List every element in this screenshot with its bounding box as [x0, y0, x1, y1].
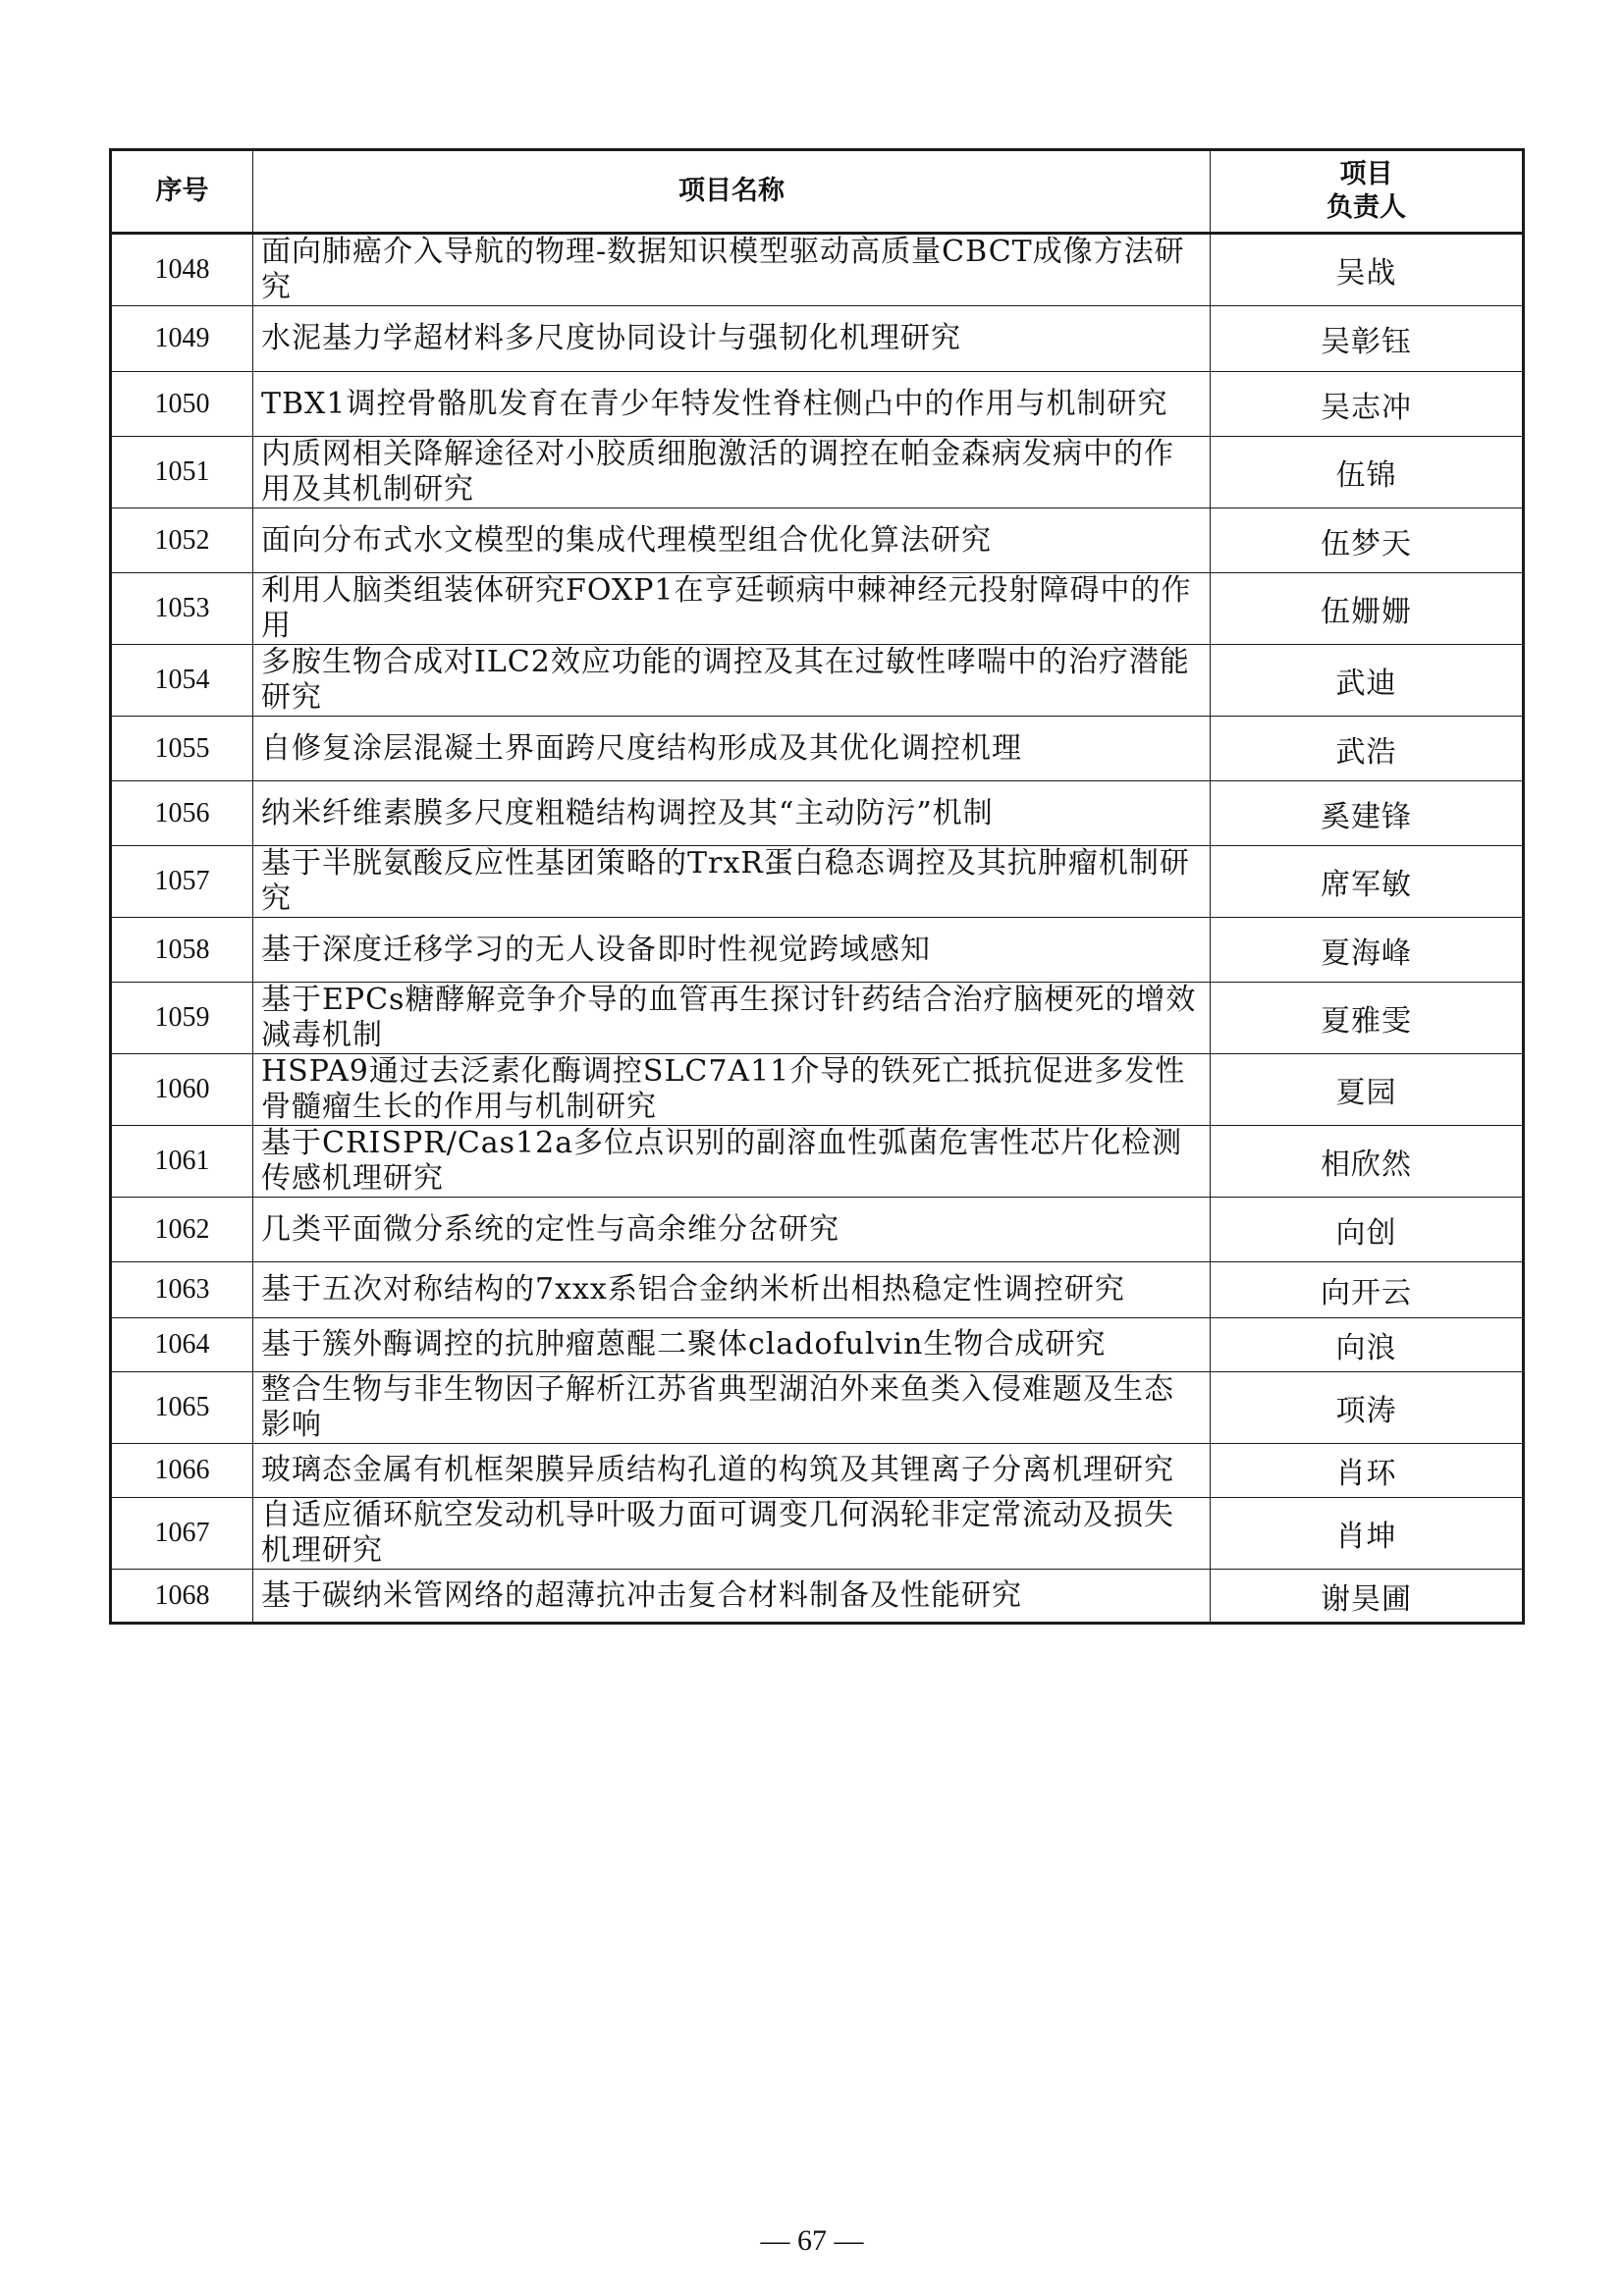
header-no: 序号 [111, 150, 253, 234]
row-no: 1053 [111, 573, 253, 645]
row-no: 1058 [111, 918, 253, 983]
row-name: 纳米纤维素膜多尺度粗糙结构调控及其“主动防污”机制 [253, 781, 1211, 846]
row-no: 1065 [111, 1372, 253, 1444]
row-lead: 项涛 [1211, 1372, 1524, 1444]
row-no: 1066 [111, 1444, 253, 1498]
row-name: 基于簇外酶调控的抗肿瘤蒽醌二聚体cladofulvin生物合成研究 [253, 1318, 1211, 1372]
row-name: 多胺生物合成对ILC2效应功能的调控及其在过敏性哮喘中的治疗潜能研究 [253, 645, 1211, 717]
table-row [111, 573, 1524, 645]
page-number: — 67 — [760, 2224, 864, 2257]
table-row [111, 645, 1524, 717]
row-lead: 吴彰钰 [1211, 306, 1524, 372]
row-name: 玻璃态金属有机框架膜异质结构孔道的构筑及其锂离子分离机理研究 [253, 1444, 1211, 1498]
row-lead: 夏雅雯 [1211, 983, 1524, 1054]
row-no: 1056 [111, 781, 253, 846]
row-no: 1050 [111, 372, 253, 437]
row-no: 1051 [111, 437, 253, 508]
row-name: 面向分布式水文模型的集成代理模型组合优化算法研究 [253, 508, 1211, 573]
row-no: 1048 [111, 234, 253, 306]
table-row [111, 437, 1524, 508]
table-row [111, 1126, 1524, 1198]
table-row [111, 846, 1524, 918]
project-table [109, 148, 1525, 1625]
row-lead: 谢昊圃 [1211, 1570, 1524, 1624]
row-lead: 伍锦 [1211, 437, 1524, 508]
row-no: 1059 [111, 983, 253, 1054]
table-row [111, 717, 1524, 781]
table-row [111, 306, 1524, 372]
table-row [111, 1198, 1524, 1262]
row-lead: 肖环 [1211, 1444, 1524, 1498]
table-header-row [111, 150, 1524, 234]
row-name: 基于碳纳米管网络的超薄抗冲击复合材料制备及性能研究 [253, 1570, 1211, 1624]
row-no: 1068 [111, 1570, 253, 1624]
header-name: 项目名称 [253, 150, 1211, 234]
row-name: 基于半胱氨酸反应性基团策略的TrxR蛋白稳态调控及其抗肿瘤机制研究 [253, 846, 1211, 918]
header-lead-line2: 负责人 [1326, 192, 1406, 223]
table-row [111, 372, 1524, 437]
row-name: 利用人脑类组装体研究FOXP1在亨廷顿病中棘神经元投射障碍中的作用 [253, 573, 1211, 645]
table-row [111, 1372, 1524, 1444]
table-row [111, 781, 1524, 846]
header-lead [1211, 150, 1524, 234]
row-no: 1064 [111, 1318, 253, 1372]
row-name: 基于深度迁移学习的无人设备即时性视觉跨域感知 [253, 918, 1211, 983]
row-no: 1067 [111, 1498, 253, 1570]
row-no: 1049 [111, 306, 253, 372]
row-no: 1055 [111, 717, 253, 781]
table-row [111, 1318, 1524, 1372]
row-name: 水泥基力学超材料多尺度协同设计与强韧化机理研究 [253, 306, 1211, 372]
row-no: 1063 [111, 1262, 253, 1318]
row-lead: 吴志冲 [1211, 372, 1524, 437]
row-lead: 向开云 [1211, 1262, 1524, 1318]
table-row [111, 918, 1524, 983]
row-lead: 席军敏 [1211, 846, 1524, 918]
row-name: 自适应循环航空发动机导叶吸力面可调变几何涡轮非定常流动及损失机理研究 [253, 1498, 1211, 1570]
row-name: 内质网相关降解途径对小胶质细胞激活的调控在帕金森病发病中的作用及其机制研究 [253, 437, 1211, 508]
table-row [111, 1444, 1524, 1498]
row-lead: 武浩 [1211, 717, 1524, 781]
table-row [111, 1262, 1524, 1318]
row-lead: 伍姗姗 [1211, 573, 1524, 645]
table-row [111, 1498, 1524, 1570]
header-lead-line1: 项目 [1339, 159, 1393, 189]
row-name: 基于CRISPR/Cas12a多位点识别的副溶血性弧菌危害性芯片化检测传感机理研究 [253, 1126, 1211, 1198]
table-row [111, 1570, 1524, 1624]
row-lead: 伍梦天 [1211, 508, 1524, 573]
row-name: 整合生物与非生物因子解析江苏省典型湖泊外来鱼类入侵难题及生态影响 [253, 1372, 1211, 1444]
row-no: 1052 [111, 508, 253, 573]
row-no: 1057 [111, 846, 253, 918]
table-row [111, 234, 1524, 306]
row-lead: 向浪 [1211, 1318, 1524, 1372]
row-name: 面向肺癌介入导航的物理-数据知识模型驱动高质量CBCT成像方法研究 [253, 234, 1211, 306]
row-lead: 向创 [1211, 1198, 1524, 1262]
row-lead: 相欣然 [1211, 1126, 1524, 1198]
row-name: 几类平面微分系统的定性与高余维分岔研究 [253, 1198, 1211, 1262]
row-lead: 夏海峰 [1211, 918, 1524, 983]
row-name: 基于EPCs糖酵解竞争介导的血管再生探讨针药结合治疗脑梗死的增效减毒机制 [253, 983, 1211, 1054]
row-lead: 吴战 [1211, 234, 1524, 306]
row-no: 1062 [111, 1198, 253, 1262]
row-lead: 夏园 [1211, 1054, 1524, 1126]
row-name: TBX1调控骨骼肌发育在青少年特发性脊柱侧凸中的作用与机制研究 [253, 372, 1211, 437]
row-lead: 武迪 [1211, 645, 1524, 717]
table-row [111, 983, 1524, 1054]
row-lead: 肖坤 [1211, 1498, 1524, 1570]
row-no: 1060 [111, 1054, 253, 1126]
row-name: 基于五次对称结构的7xxx系铝合金纳米析出相热稳定性调控研究 [253, 1262, 1211, 1318]
table-row [111, 1054, 1524, 1126]
row-lead: 奚建锋 [1211, 781, 1524, 846]
row-name: 自修复涂层混凝土界面跨尺度结构形成及其优化调控机理 [253, 717, 1211, 781]
table-row [111, 508, 1524, 573]
row-name: HSPA9通过去泛素化酶调控SLC7A11介导的铁死亡抵抗促进多发性骨髓瘤生长的作用与机制研究 [253, 1054, 1211, 1126]
row-no: 1061 [111, 1126, 253, 1198]
row-no: 1054 [111, 645, 253, 717]
